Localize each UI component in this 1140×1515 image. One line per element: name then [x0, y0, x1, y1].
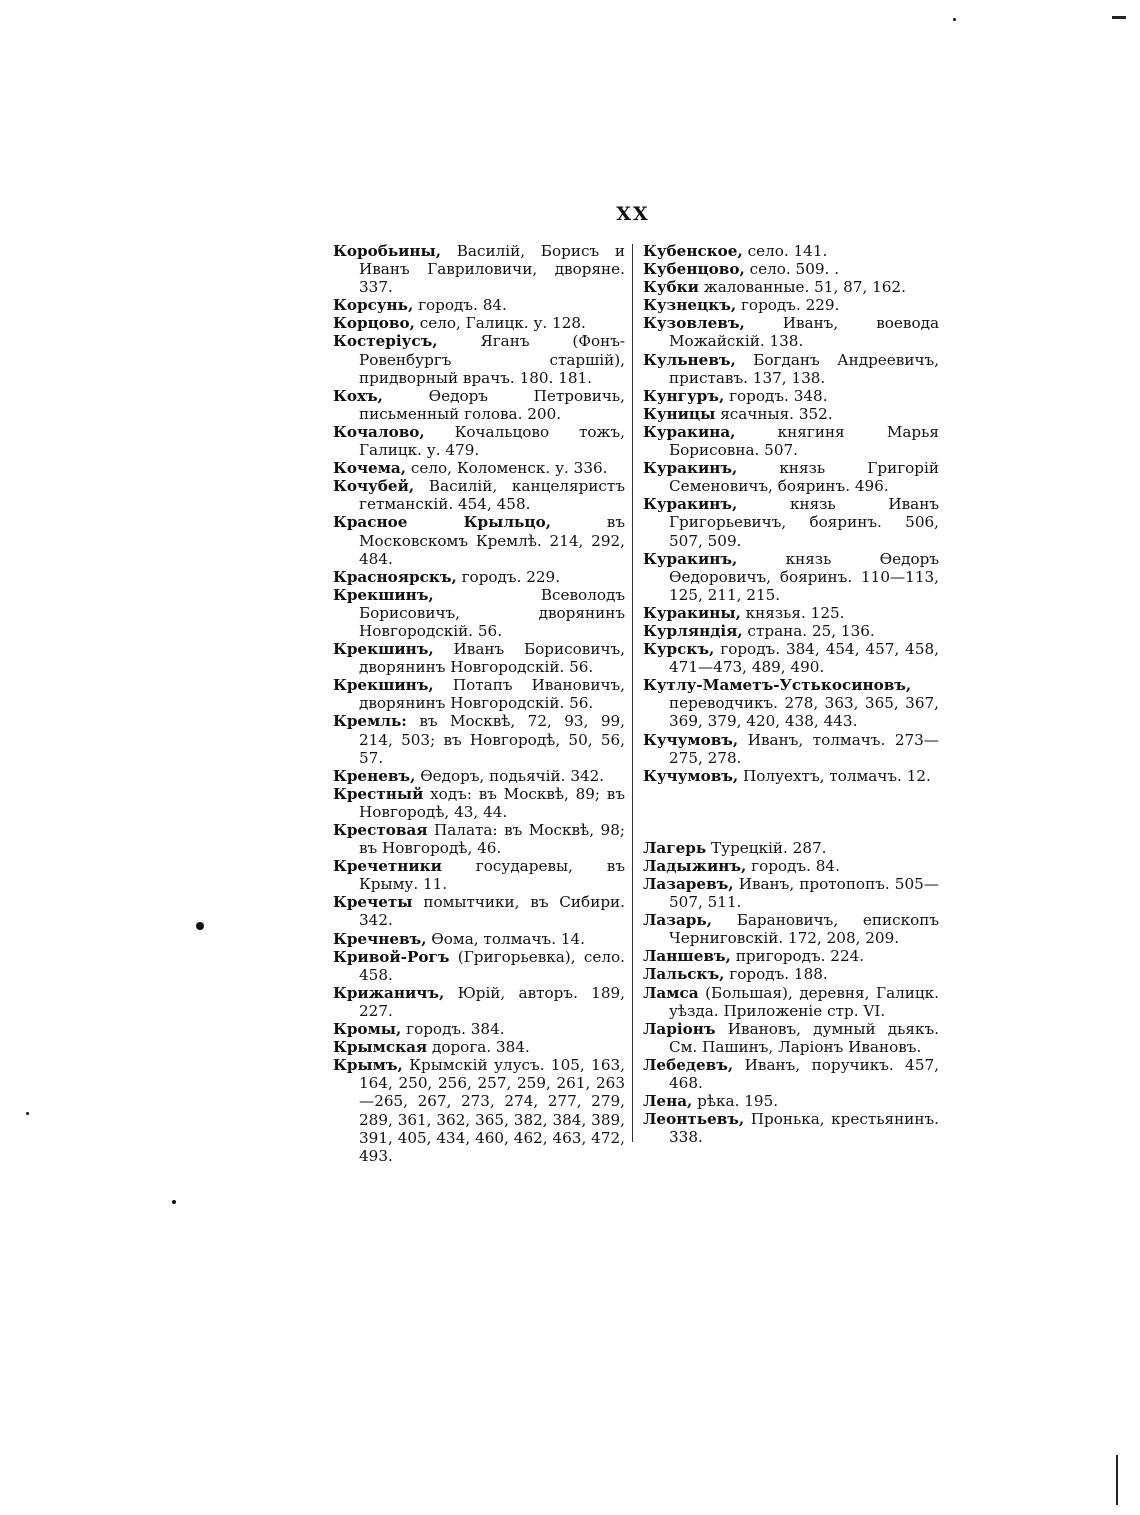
index-entry — [643, 242, 939, 260]
index-entry-text: страна. 25, 136. — [742, 621, 875, 640]
index-entry-headword: Кунгуръ, — [643, 386, 725, 405]
index-entry-text: городъ. 229. — [736, 296, 840, 315]
scan-speck — [953, 18, 956, 21]
index-entry-text: Иванъ, протопопъ. 505—507, 511. — [669, 875, 939, 912]
index-entry-headword: Крестный — [333, 784, 424, 803]
index-entry — [643, 1092, 939, 1110]
page-number: XX — [616, 203, 650, 225]
index-section-l — [643, 839, 939, 1147]
index-entry-headword: Крекшинъ, — [333, 585, 434, 604]
index-entry — [643, 875, 939, 911]
index-entry — [333, 676, 625, 712]
index-entry-text: Иванъ, толмачъ. 273—275, 278. — [669, 730, 939, 767]
index-entry-headword: Крестовая — [333, 821, 428, 839]
index-entry-text: село. 141. — [742, 242, 828, 260]
index-entry — [643, 351, 939, 387]
index-entry — [643, 604, 939, 622]
index-entry-headword: Кузнецкъ, — [643, 296, 737, 315]
index-entry-text: Турецкій. 287. — [706, 838, 827, 857]
index-entry-headword: Кречеты — [333, 893, 413, 912]
index-entry-headword: Курскъ, — [643, 640, 715, 659]
index-entry-text: Барановичъ, епископъ Черниговскій. 172, 208, 209. — [669, 911, 939, 948]
index-entry-text: Юрій, авторъ. 189, 227. — [359, 983, 625, 1020]
index-entry-headword: Коробьины, — [333, 242, 442, 260]
index-column-left — [333, 242, 625, 1165]
index-entry — [643, 423, 939, 459]
index-entry — [333, 332, 625, 386]
index-entry-headword: Костеріусъ, — [333, 332, 438, 351]
index-entry-text: Потапъ Ивановичъ, дворянинъ Новгородскій. 56. — [359, 676, 625, 713]
index-entry — [643, 640, 939, 676]
index-entry-headword: Корсунь, — [333, 296, 414, 315]
index-entry-text: Өедоръ Петровичь, письменный голова. 200. — [359, 386, 625, 423]
index-entry — [643, 767, 939, 785]
index-entry — [333, 459, 625, 477]
index-entry-text: Полуехтъ, толмачъ. 12. — [738, 766, 931, 785]
index-entry — [643, 550, 939, 604]
index-entry-headword: Кульневъ, — [643, 350, 736, 369]
index-entry — [333, 930, 625, 948]
index-entry-text: городъ. 84. — [413, 296, 507, 315]
index-entry — [643, 296, 939, 314]
index-entry — [643, 387, 939, 405]
index-entry-text: князь Өедоръ Өедоровичъ, бояринъ. 110—113, 125, 211, 215. — [669, 549, 939, 604]
scan-edge-mark — [1116, 1455, 1118, 1505]
index-entry-text: ходъ: въ Москвѣ, 89; въ Новгородѣ, 43, 44. — [359, 784, 625, 821]
index-entry-text: пригородъ. 224. — [730, 947, 865, 966]
index-entry-headword: Лазарь, — [643, 911, 713, 930]
index-entry — [643, 1110, 939, 1146]
index-entry-text: Өома, толмачъ. 14. — [426, 929, 586, 948]
index-entry-headword: Кочубей, — [333, 477, 415, 496]
index-entry-headword: Крижаничъ, — [333, 983, 445, 1002]
index-entry — [643, 911, 939, 947]
index-entry-headword: Курляндія, — [643, 621, 743, 640]
index-entry-text: дорога. 384. — [427, 1038, 530, 1057]
index-entry-headword: Красноярскъ, — [333, 567, 457, 586]
index-entry — [333, 423, 625, 459]
index-entry-text: село, Галицк. у. 128. — [414, 314, 586, 333]
index-entry — [643, 731, 939, 767]
index-entry-text: (Большая), деревня, Галицк. уѣзда. Приложеніе стр. VI. — [669, 983, 939, 1020]
index-entry-headword: Крымская — [333, 1038, 428, 1057]
index-entry-headword: Лазаревъ, — [643, 875, 734, 893]
index-entry — [643, 676, 939, 730]
index-entry-headword: Кубки — [643, 278, 699, 297]
index-entry-headword: Куракина, — [643, 422, 736, 441]
index-entry — [643, 965, 939, 983]
index-entry-headword: Лена, — [643, 1092, 693, 1111]
index-entry-headword: Кочема, — [333, 459, 407, 478]
index-entry-headword: Красное Крыльцо, — [333, 513, 551, 532]
index-entry-text: Василій, Борисъ и Иванъ Гавриловичи, дворяне. 337. — [359, 242, 625, 297]
index-entry-text: Пронька, крестьянинъ. 338. — [669, 1110, 939, 1147]
index-entry-text: княгиня Марья Борисовна. 507. — [669, 422, 939, 460]
index-entry-headword: Крекшинъ, — [333, 640, 434, 659]
index-column-right — [643, 242, 939, 1146]
index-entry — [643, 1056, 939, 1092]
index-entry-headword: Кохъ, — [333, 386, 383, 405]
index-entry — [333, 586, 625, 640]
index-entry-text: городъ. 384. — [401, 1020, 505, 1039]
index-entry-headword: Кубенцово, — [643, 260, 745, 279]
index-entry-text: село, Коломенск. у. 336. — [406, 459, 608, 478]
index-entry-text: Палата: въ Москвѣ, 98; въ Новгородѣ, 46. — [359, 821, 625, 858]
index-entry — [333, 785, 625, 821]
scan-speck — [172, 1200, 176, 1204]
index-entry — [643, 947, 939, 965]
scan-speck — [26, 1112, 29, 1115]
index-entry — [333, 568, 625, 586]
index-entry — [333, 640, 625, 676]
index-entry-headword: Лебедевъ, — [643, 1055, 734, 1074]
index-entry-text: городъ. 84. — [746, 856, 840, 875]
index-entry — [333, 712, 625, 766]
index-entry — [643, 260, 939, 278]
index-entry-headword: Кочалово, — [333, 422, 425, 441]
index-entry-headword: Кречневъ, — [333, 929, 427, 948]
index-entry-text: село. 509. . — [744, 260, 840, 279]
index-entry — [333, 821, 625, 857]
index-entry-headword: Кромы, — [333, 1020, 402, 1039]
index-entry-headword: Крекшинъ, — [333, 676, 434, 695]
index-entry — [333, 893, 625, 929]
index-entry-text: Ивановъ, думный дьякъ. См. Пашинъ, Ларіонъ Ивановъ. — [669, 1019, 939, 1056]
index-entry-headword: Леонтьевъ, — [643, 1110, 745, 1129]
index-entry-text: переводчикъ. 278, 363, 365, 367, 369, 379, 420, 438, 443. — [669, 694, 939, 731]
index-entry — [333, 984, 625, 1020]
index-entry-text: Кочальцово тожъ, Галицк. у. 479. — [359, 422, 625, 460]
index-entry — [643, 278, 939, 296]
index-entry-headword: Ларіонъ — [643, 1019, 716, 1038]
index-entry-text: князь Григорій Семеновичъ, бояринъ. 496. — [669, 459, 939, 496]
index-entry — [333, 767, 625, 785]
index-entry-text: (Григорьевка), село. 458. — [359, 947, 625, 984]
index-entry-headword: Лагерь — [643, 838, 707, 857]
index-entry — [333, 1020, 625, 1038]
index-entry-text: городъ. 348. — [724, 386, 828, 405]
index-entry — [643, 1020, 939, 1056]
index-entry-headword: Кучумовъ, — [643, 730, 739, 749]
index-entry — [643, 459, 939, 495]
index-entry-headword: Ланшевъ, — [643, 947, 731, 966]
index-entry-text: Иванъ, поручикъ. 457, 468. — [669, 1055, 939, 1093]
index-entry-text: Яганъ (Фонъ-Ровенбургъ старшій), придворный врачъ. 180. 181. — [359, 332, 625, 387]
index-entry-text: рѣка. 195. — [692, 1092, 779, 1111]
index-entry-text: городъ. 229. — [456, 567, 561, 586]
index-entry — [643, 314, 939, 350]
index-entry-headword: Куницы — [643, 404, 716, 423]
index-entry-text: городъ. 384, 454, 457, 458, 471—473, 489, 490. — [669, 640, 939, 677]
index-entry — [643, 857, 939, 875]
index-entry-text: государевы, въ Крыму. 11. — [359, 857, 625, 894]
index-entry — [643, 495, 939, 549]
index-entry-text: въ Московскомъ Кремлѣ. 214, 292, 484. — [359, 513, 625, 568]
index-entry — [643, 839, 939, 857]
index-entry — [333, 513, 625, 567]
letter-section-gap — [643, 785, 939, 839]
index-entry-headword: Ладыжинъ, — [643, 856, 747, 875]
index-entry — [333, 1056, 625, 1165]
index-entry — [333, 948, 625, 984]
index-entry — [333, 314, 625, 332]
index-entry-text: жалованные. 51, 87, 162. — [698, 278, 906, 297]
index-entry-headword: Ламса — [643, 983, 699, 1002]
index-entry — [333, 477, 625, 513]
index-entry — [333, 857, 625, 893]
index-entry-text: Иванъ Борисовичъ, дворянинъ Новгородскій. 56. — [359, 640, 625, 677]
index-entry-text: помытчики, въ Сибири. 342. — [359, 893, 625, 930]
index-entry-text: Крымскій улусъ. 105, 163, 164, 250, 256, 257, 259, 261, 263—265, 267, 273, 274, 277, 279, 289, 361, 362, 365, 382, 384, 389, 391, 405, 434, 460, 462, 463, 472, 493. — [359, 1056, 625, 1165]
index-entry-headword: Кучумовъ, — [643, 766, 739, 785]
scan-speck — [196, 922, 204, 930]
index-entry — [333, 387, 625, 423]
index-entry-text: городъ. 188. — [724, 965, 828, 984]
index-entry-text: князья. 125. — [740, 603, 845, 622]
index-entry-headword: Куракинъ, — [643, 549, 738, 568]
index-entry-headword: Корцово, — [333, 314, 415, 333]
index-entry-headword: Кубенское, — [643, 242, 743, 260]
index-entry — [333, 296, 625, 314]
index-entry-text: Василій, канцеляристъ гетманскій. 454, 458. — [359, 477, 625, 514]
index-entry-text: въ Москвѣ, 72, 93, 99, 214, 503; въ Новгородѣ, 50, 56, 57. — [359, 712, 625, 767]
index-entry-headword: Куракинъ, — [643, 495, 738, 514]
index-entry-headword: Кузовлевъ, — [643, 314, 745, 333]
index-entry-text: Иванъ, воевода Можайскій. 138. — [669, 314, 939, 351]
index-entry-headword: Креневъ, — [333, 766, 416, 785]
index-entry-headword: Куракинъ, — [643, 459, 738, 478]
index-entry-text: князь Иванъ Григорьевичъ, бояринъ. 506, 507, 509. — [669, 495, 939, 550]
index-entry — [333, 1038, 625, 1056]
index-entry-headword: Кречетники — [333, 857, 442, 876]
index-entry — [643, 405, 939, 423]
index-entry-headword: Куракины, — [643, 603, 741, 622]
index-entry-headword: Крымъ, — [333, 1056, 403, 1075]
index-section-k — [643, 242, 939, 785]
scan-edge-mark — [1112, 16, 1126, 19]
index-entry — [643, 984, 939, 1020]
index-entry-headword: Кутлу-Маметъ-Устькосиновъ, — [643, 676, 912, 695]
index-entry-text: Өедоръ, подьячій. 342. — [415, 766, 605, 785]
index-entry — [333, 242, 625, 296]
index-entry-text: ясачныя. 352. — [715, 404, 833, 423]
index-entry-text: Богданъ Андреевичъ, приставъ. 137, 138. — [669, 350, 939, 387]
index-entry-headword: Кривой-Рогъ — [333, 947, 450, 966]
index-entry-headword: Лальскъ, — [643, 965, 725, 984]
index-entry-text: Всеволодъ Борисовичъ, дворянинъ Новгородскій. 56. — [359, 585, 625, 640]
column-divider — [632, 244, 633, 1142]
index-entry-headword: Кремль: — [333, 712, 407, 731]
index-entry — [643, 622, 939, 640]
